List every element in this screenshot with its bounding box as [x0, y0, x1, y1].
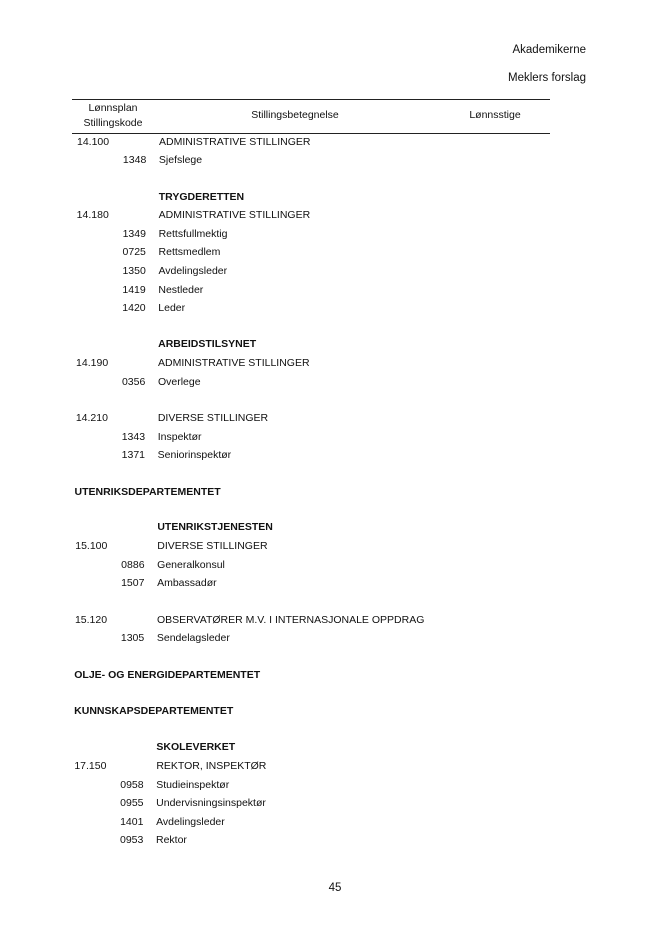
section-heading: UTENRIKSTJENESTEN: [157, 521, 273, 533]
stillingskode: 0886: [121, 559, 145, 571]
table-row-plan: [0, 207, 670, 223]
lonnsplan-number: 15.120: [74, 614, 108, 626]
section-heading: TRYGDERETTEN: [158, 191, 245, 203]
table-row-section: [0, 739, 670, 755]
stillingsbetegnelse: Studieinspektør: [156, 779, 230, 791]
table-row-plan: [0, 410, 670, 426]
column-header-lonnsplan-label: Lønnsplan: [88, 102, 138, 114]
stillingskode: 0725: [122, 246, 146, 258]
table-row-code: [0, 244, 670, 260]
stillingsbetegnelse: Avdelingsleder: [156, 816, 225, 828]
stillingskode: 1349: [122, 228, 146, 240]
table-row-code: [0, 226, 670, 242]
table-row-plan: [0, 612, 670, 628]
stillingsbetegnelse: Rettsfullmektig: [158, 228, 228, 240]
stillingsbetegnelse: Rettsmedlem: [158, 246, 221, 258]
table-row-code: [0, 263, 670, 279]
table-row-plan: [0, 355, 670, 371]
table-row-department: [0, 667, 670, 683]
stillingsbetegnelse: Generalkonsul: [157, 559, 225, 571]
column-header-lonnsplan: [78, 101, 148, 131]
lonnsplan-number: 17.150: [74, 760, 107, 772]
table-top-rule: [72, 99, 550, 100]
lonnsplan-number: 14.180: [76, 209, 109, 221]
table-row-code: [0, 557, 670, 573]
stillingsbetegnelse: Overlege: [157, 376, 201, 388]
column-header-lonnsstige: Lønnsstige: [469, 109, 521, 121]
stillingsbetegnelse: OBSERVATØRER M.V. I INTERNASJONALE OPPDRAG: [156, 614, 425, 626]
stillingsbetegnelse: Avdelingsleder: [158, 265, 228, 277]
department-heading: UTENRIKSDEPARTEMENTET: [74, 486, 221, 498]
section-heading: SKOLEVERKET: [156, 741, 236, 753]
lonnsplan-number: 14.100: [77, 136, 110, 148]
proposal-label: Meklers forslag: [508, 72, 586, 84]
table-row-section: [0, 336, 670, 352]
stillingskode: 1350: [122, 265, 146, 277]
table-row-code: [0, 300, 670, 316]
stillingsbetegnelse: ADMINISTRATIVE STILLINGER: [159, 136, 311, 148]
table-row-department: [0, 484, 670, 500]
stillingsbetegnelse: Sendelagsleder: [156, 632, 230, 644]
table-row-code: [0, 777, 670, 793]
stillingskode: 1371: [121, 449, 145, 461]
department-heading: OLJE- OG ENERGIDEPARTEMENTET: [74, 669, 261, 681]
table-row-department: [0, 703, 670, 719]
stillingsbetegnelse: DIVERSE STILLINGER: [157, 540, 268, 552]
stillingskode: 1305: [120, 632, 145, 644]
stillingskode: 1401: [120, 816, 144, 828]
stillingskode: 0958: [120, 779, 144, 791]
stillingskode: 1507: [121, 577, 145, 589]
table-row-section: [0, 519, 670, 535]
section-heading: ARBEIDSTILSYNET: [158, 338, 257, 350]
table-row-plan: [0, 134, 670, 150]
stillingskode: 1348: [122, 154, 147, 166]
table-row-code: [0, 447, 670, 463]
stillingsbetegnelse: ADMINISTRATIVE STILLINGER: [158, 357, 310, 369]
table-row-code: [0, 575, 670, 591]
table-row-code: [0, 152, 670, 168]
stillingsbetegnelse: DIVERSE STILLINGER: [157, 412, 269, 424]
stillingsbetegnelse: Undervisningsinspektør: [156, 797, 266, 809]
lonnsplan-number: 14.210: [75, 412, 108, 424]
stillingskode: 1420: [122, 302, 146, 314]
stillingsbetegnelse: Leder: [158, 302, 186, 314]
table-row-section: [0, 189, 670, 205]
stillingskode: 0953: [120, 834, 144, 846]
stillingsbetegnelse: Nestleder: [158, 284, 204, 296]
lonnsplan-number: 15.100: [75, 540, 108, 552]
table-row-plan: [0, 538, 670, 554]
lonnsplan-number: 14.190: [76, 357, 109, 369]
table-row-code: [0, 795, 670, 811]
organization-name: Akademikerne: [512, 44, 586, 56]
table-row-code: [0, 814, 670, 830]
table-row-code: [0, 630, 670, 646]
column-header-stillingsbetegnelse: Stillingsbetegnelse: [251, 109, 339, 121]
stillingskode: 0356: [121, 376, 146, 388]
department-heading: KUNNSKAPSDEPARTEMENTET: [74, 705, 234, 717]
table-row-code: [0, 832, 670, 848]
stillingsbetegnelse: Ambassadør: [157, 577, 217, 589]
stillingsbetegnelse: Sjefslege: [158, 154, 203, 166]
stillingsbetegnelse: Inspektør: [157, 431, 202, 443]
stillingskode: 1343: [121, 431, 146, 443]
stillingsbetegnelse: Rektor: [156, 834, 187, 846]
table-row-plan: [0, 758, 670, 774]
table-row-code: [0, 429, 670, 445]
stillingsbetegnelse: ADMINISTRATIVE STILLINGER: [158, 209, 311, 221]
table-row-code: [0, 374, 670, 390]
stillingskode: 0955: [120, 797, 144, 809]
stillingsbetegnelse: Seniorinspektør: [157, 449, 232, 461]
table-row-code: [0, 282, 670, 298]
page-number: 45: [328, 882, 342, 894]
stillingsbetegnelse: REKTOR, INSPEKTØR: [156, 760, 267, 772]
column-header-stillingskode-label: Stillingskode: [83, 117, 143, 129]
stillingskode: 1419: [122, 284, 146, 296]
